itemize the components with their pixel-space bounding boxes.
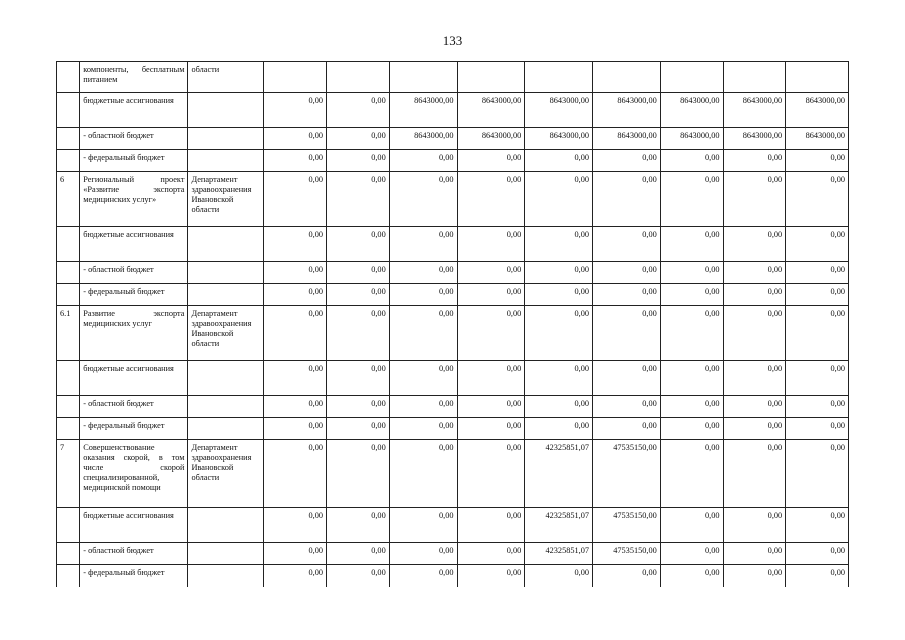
amount-cell: 0,00 — [723, 227, 786, 262]
executor-cell: Департамент здравоохранения Ивановской области — [188, 172, 264, 227]
amount-cell: 0,00 — [723, 284, 786, 306]
amount-cell: 42325851,07 — [525, 440, 593, 508]
amount-cell: 8643000,00 — [389, 128, 457, 150]
amount-cell: 0,00 — [593, 396, 661, 418]
amount-cell: 0,00 — [264, 508, 327, 543]
amount-cell: 0,00 — [723, 306, 786, 361]
amount-cell: 0,00 — [457, 508, 525, 543]
amount-cell: 0,00 — [264, 262, 327, 284]
amount-cell: 0,00 — [723, 150, 786, 172]
amount-cell: 0,00 — [786, 150, 849, 172]
amount-cell: 8643000,00 — [723, 93, 786, 128]
amount-cell: 0,00 — [786, 306, 849, 361]
amount-cell: 0,00 — [786, 361, 849, 396]
executor-cell — [188, 150, 264, 172]
amount-cell: 0,00 — [389, 418, 457, 440]
amount-cell: 0,00 — [457, 418, 525, 440]
row-name-cell: Совершенствование оказания скорой, в том числе скорой специализированной, медицинской помощи — [80, 440, 188, 508]
amount-cell: 0,00 — [660, 150, 723, 172]
amount-cell — [660, 62, 723, 93]
row-number-cell — [57, 150, 80, 172]
table-row — [57, 284, 849, 306]
amount-cell: 0,00 — [389, 227, 457, 262]
page-number: 133 — [442, 33, 463, 48]
amount-cell: 0,00 — [457, 262, 525, 284]
amount-cell: 0,00 — [660, 396, 723, 418]
amount-cell: 0,00 — [457, 150, 525, 172]
amount-cell: 0,00 — [327, 262, 390, 284]
amount-cell: 0,00 — [660, 418, 723, 440]
table-row — [57, 396, 849, 418]
table-row — [57, 128, 849, 150]
amount-cell: 8643000,00 — [389, 93, 457, 128]
row-name-cell: - федеральный бюджет — [80, 150, 188, 172]
table-row — [57, 150, 849, 172]
row-name-cell: - областной бюджет — [80, 262, 188, 284]
amount-cell: 0,00 — [327, 227, 390, 262]
executor-cell — [188, 227, 264, 262]
row-name-cell: бюджетные ассигнования — [80, 508, 188, 543]
amount-cell: 8643000,00 — [593, 128, 661, 150]
amount-cell: 0,00 — [525, 172, 593, 227]
table-row — [57, 543, 849, 565]
amount-cell — [593, 62, 661, 93]
amount-cell: 0,00 — [457, 543, 525, 565]
amount-cell: 0,00 — [660, 306, 723, 361]
amount-cell: 0,00 — [457, 227, 525, 262]
amount-cell: 0,00 — [660, 543, 723, 565]
table-row — [57, 227, 849, 262]
table-row — [57, 62, 849, 93]
amount-cell: 0,00 — [457, 361, 525, 396]
amount-cell: 0,00 — [327, 440, 390, 508]
amount-cell: 0,00 — [593, 306, 661, 361]
amount-cell: 0,00 — [389, 440, 457, 508]
amount-cell: 0,00 — [525, 361, 593, 396]
executor-cell — [188, 418, 264, 440]
row-name-cell: бюджетные ассигнования — [80, 227, 188, 262]
amount-cell: 0,00 — [723, 418, 786, 440]
row-number-cell — [57, 543, 80, 565]
amount-cell: 0,00 — [525, 150, 593, 172]
amount-cell: 0,00 — [660, 227, 723, 262]
amount-cell — [264, 62, 327, 93]
table-row — [57, 306, 849, 361]
amount-cell: 0,00 — [327, 361, 390, 396]
row-name-cell: - областной бюджет — [80, 396, 188, 418]
executor-cell: области — [188, 62, 264, 93]
amount-cell: 8643000,00 — [660, 128, 723, 150]
amount-cell: 0,00 — [786, 543, 849, 565]
amount-cell: 0,00 — [264, 128, 327, 150]
amount-cell: 0,00 — [786, 262, 849, 284]
amount-cell: 0,00 — [264, 172, 327, 227]
executor-cell — [188, 565, 264, 587]
row-number-cell — [57, 508, 80, 543]
table-row — [57, 361, 849, 396]
amount-cell: 0,00 — [327, 306, 390, 361]
amount-cell: 0,00 — [327, 418, 390, 440]
amount-cell: 0,00 — [457, 172, 525, 227]
executor-cell — [188, 128, 264, 150]
row-number-cell — [57, 93, 80, 128]
amount-cell: 0,00 — [457, 306, 525, 361]
amount-cell: 0,00 — [723, 508, 786, 543]
amount-cell: 0,00 — [525, 565, 593, 587]
amount-cell: 0,00 — [389, 306, 457, 361]
amount-cell: 0,00 — [786, 172, 849, 227]
amount-cell: 0,00 — [660, 508, 723, 543]
row-name-cell: компоненты, бесплатным питанием — [80, 62, 188, 93]
amount-cell: 0,00 — [264, 565, 327, 587]
row-number-cell — [57, 418, 80, 440]
amount-cell: 0,00 — [525, 284, 593, 306]
amount-cell: 0,00 — [389, 172, 457, 227]
amount-cell: 0,00 — [525, 396, 593, 418]
amount-cell: 0,00 — [660, 284, 723, 306]
amount-cell: 0,00 — [327, 396, 390, 418]
row-name-cell: бюджетные ассигнования — [80, 93, 188, 128]
amount-cell — [525, 62, 593, 93]
amount-cell: 0,00 — [525, 306, 593, 361]
amount-cell: 0,00 — [264, 361, 327, 396]
amount-cell: 0,00 — [660, 565, 723, 587]
amount-cell: 0,00 — [389, 508, 457, 543]
amount-cell: 0,00 — [723, 543, 786, 565]
amount-cell: 47535150,00 — [593, 508, 661, 543]
amount-cell: 0,00 — [327, 150, 390, 172]
amount-cell: 0,00 — [457, 565, 525, 587]
amount-cell: 0,00 — [457, 396, 525, 418]
amount-cell: 0,00 — [327, 284, 390, 306]
amount-cell: 8643000,00 — [723, 128, 786, 150]
amount-cell: 0,00 — [786, 418, 849, 440]
executor-cell — [188, 361, 264, 396]
table-body — [57, 62, 849, 587]
amount-cell: 0,00 — [593, 150, 661, 172]
amount-cell: 0,00 — [786, 508, 849, 543]
row-name-cell: - федеральный бюджет — [80, 418, 188, 440]
amount-cell: 0,00 — [264, 543, 327, 565]
amount-cell: 0,00 — [389, 284, 457, 306]
amount-cell: 0,00 — [525, 227, 593, 262]
amount-cell — [327, 62, 390, 93]
executor-cell — [188, 284, 264, 306]
row-name-cell: Региональный проект «Развитие экспорта медицинских услуг» — [80, 172, 188, 227]
amount-cell: 0,00 — [525, 418, 593, 440]
table-row — [57, 565, 849, 587]
amount-cell: 8643000,00 — [660, 93, 723, 128]
row-number-cell — [57, 227, 80, 262]
table-row — [57, 172, 849, 227]
amount-cell: 0,00 — [327, 172, 390, 227]
amount-cell: 0,00 — [327, 93, 390, 128]
amount-cell: 0,00 — [264, 440, 327, 508]
amount-cell: 0,00 — [660, 361, 723, 396]
amount-cell: 0,00 — [327, 508, 390, 543]
amount-cell: 8643000,00 — [457, 128, 525, 150]
amount-cell: 0,00 — [786, 284, 849, 306]
amount-cell: 8643000,00 — [786, 93, 849, 128]
amount-cell: 0,00 — [264, 284, 327, 306]
amount-cell: 0,00 — [660, 262, 723, 284]
row-name-cell: бюджетные ассигнования — [80, 361, 188, 396]
amount-cell: 0,00 — [389, 361, 457, 396]
row-name-cell: - федеральный бюджет — [80, 565, 188, 587]
amount-cell — [723, 62, 786, 93]
amount-cell: 42325851,07 — [525, 508, 593, 543]
amount-cell: 0,00 — [723, 361, 786, 396]
amount-cell — [389, 62, 457, 93]
row-name-cell: - областной бюджет — [80, 543, 188, 565]
amount-cell: 0,00 — [786, 565, 849, 587]
amount-cell — [786, 62, 849, 93]
amount-cell: 0,00 — [660, 440, 723, 508]
executor-cell: Департамент здравоохранения Ивановской области — [188, 440, 264, 508]
amount-cell: 0,00 — [593, 418, 661, 440]
row-number-cell — [57, 262, 80, 284]
amount-cell: 0,00 — [593, 262, 661, 284]
table-row — [57, 262, 849, 284]
amount-cell: 0,00 — [723, 396, 786, 418]
executor-cell — [188, 262, 264, 284]
executor-cell: Департамент здравоохранения Ивановской области — [188, 306, 264, 361]
table-row — [57, 93, 849, 128]
amount-cell: 0,00 — [786, 227, 849, 262]
amount-cell: 0,00 — [457, 440, 525, 508]
amount-cell: 0,00 — [786, 396, 849, 418]
amount-cell: 0,00 — [525, 262, 593, 284]
amount-cell: 0,00 — [264, 396, 327, 418]
row-number-cell — [57, 62, 80, 93]
amount-cell: 0,00 — [593, 172, 661, 227]
row-number-cell — [57, 284, 80, 306]
table-row — [57, 508, 849, 543]
row-number-cell: 7 — [57, 440, 80, 508]
amount-cell: 47535150,00 — [593, 543, 661, 565]
amount-cell: 0,00 — [593, 361, 661, 396]
row-number-cell: 6.1 — [57, 306, 80, 361]
executor-cell — [188, 93, 264, 128]
amount-cell: 0,00 — [327, 543, 390, 565]
amount-cell: 0,00 — [593, 565, 661, 587]
amount-cell: 0,00 — [786, 440, 849, 508]
budget-table — [56, 61, 849, 587]
amount-cell: 0,00 — [389, 262, 457, 284]
table-row — [57, 440, 849, 508]
row-name-cell: - областной бюджет — [80, 128, 188, 150]
amount-cell: 0,00 — [264, 418, 327, 440]
amount-cell: 47535150,00 — [593, 440, 661, 508]
row-name-cell: Развитие экспорта медицинских услуг — [80, 306, 188, 361]
amount-cell: 0,00 — [723, 172, 786, 227]
amount-cell: 0,00 — [723, 565, 786, 587]
amount-cell: 0,00 — [389, 565, 457, 587]
table-row — [57, 418, 849, 440]
amount-cell: 0,00 — [723, 262, 786, 284]
amount-cell: 0,00 — [264, 150, 327, 172]
amount-cell: 8643000,00 — [593, 93, 661, 128]
row-number-cell — [57, 361, 80, 396]
amount-cell: 0,00 — [389, 396, 457, 418]
amount-cell: 0,00 — [593, 284, 661, 306]
row-number-cell — [57, 396, 80, 418]
row-number-cell — [57, 565, 80, 587]
amount-cell: 0,00 — [660, 172, 723, 227]
amount-cell: 0,00 — [264, 93, 327, 128]
amount-cell: 0,00 — [327, 565, 390, 587]
amount-cell: 8643000,00 — [525, 128, 593, 150]
amount-cell: 0,00 — [723, 440, 786, 508]
row-number-cell: 6 — [57, 172, 80, 227]
amount-cell — [457, 62, 525, 93]
amount-cell: 0,00 — [389, 150, 457, 172]
amount-cell: 42325851,07 — [525, 543, 593, 565]
executor-cell — [188, 508, 264, 543]
amount-cell: 0,00 — [264, 227, 327, 262]
amount-cell: 0,00 — [593, 227, 661, 262]
amount-cell: 0,00 — [327, 128, 390, 150]
amount-cell: 8643000,00 — [457, 93, 525, 128]
amount-cell: 0,00 — [457, 284, 525, 306]
executor-cell — [188, 543, 264, 565]
row-number-cell — [57, 128, 80, 150]
amount-cell: 0,00 — [389, 543, 457, 565]
executor-cell — [188, 396, 264, 418]
row-name-cell: - федеральный бюджет — [80, 284, 188, 306]
amount-cell: 8643000,00 — [525, 93, 593, 128]
amount-cell: 0,00 — [264, 306, 327, 361]
amount-cell: 8643000,00 — [786, 128, 849, 150]
